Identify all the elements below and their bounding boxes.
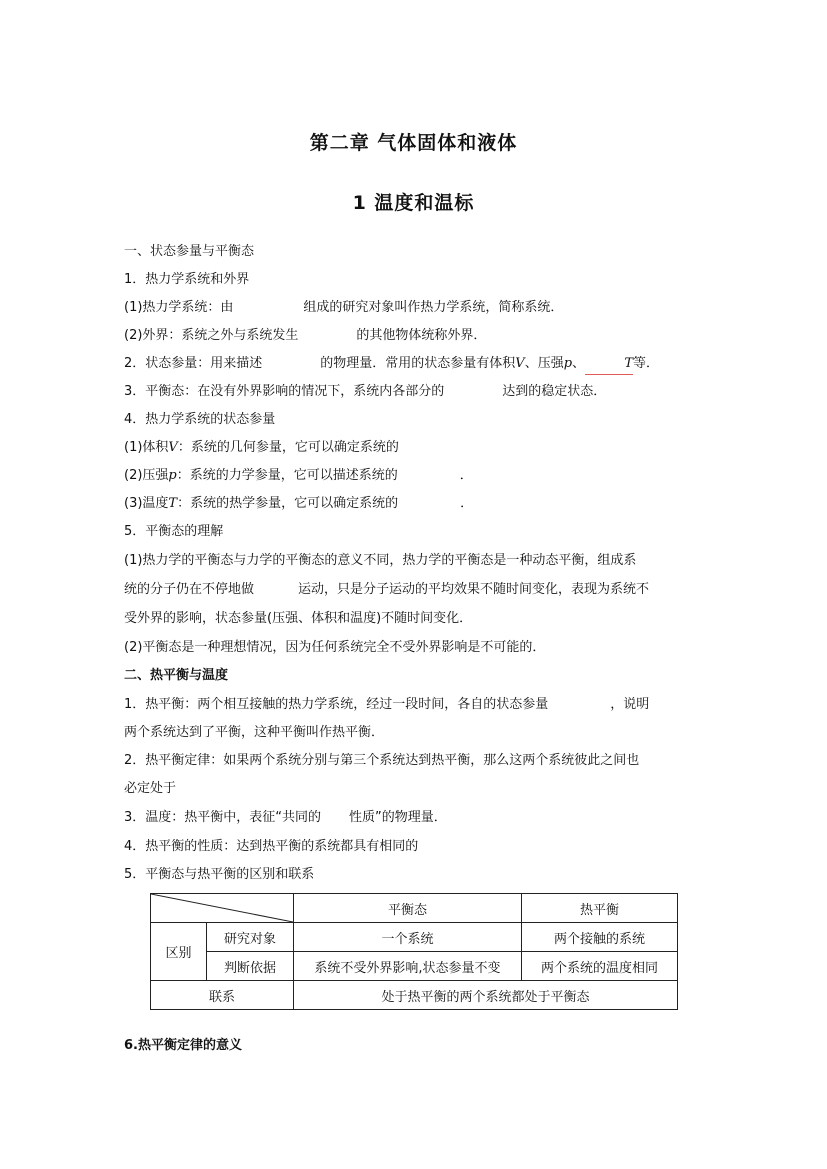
p2-item-2-line-1: 2．热平衡定律：如果两个系统分别与第三个系统达到热平衡，那么这两个系统彼此之间也 [124, 753, 640, 768]
table-row-label-criterion: 判断依据 [207, 952, 294, 981]
item-1-2-text-b: 的其他物体统称外界． [356, 328, 487, 343]
chapter-title: 第二章 气体固体和液体 [309, 132, 518, 154]
item-4-2-text-c: ． [459, 468, 473, 483]
item-4-2-text-a: (2)压强 [124, 468, 169, 483]
table-header-thermal: 热平衡 [522, 894, 678, 923]
table-row-label-link: 联系 [151, 981, 294, 1010]
part1-heading: 一、状态参量与平衡态 [124, 244, 255, 259]
item-1-1-text-a: (1)热力学系统：由 [124, 300, 234, 315]
item-4-3-text-c: ． [460, 496, 474, 511]
item-5-1-text-a: 统的分子仍在不停地做 [124, 582, 255, 597]
comparison-table [150, 893, 678, 1010]
p2-item-1-text-a: 1．热平衡：两个相互接触的热力学系统，经过一段时间，各自的状态参量 [124, 697, 549, 712]
item-6-heading: 6.热平衡定律的意义 [124, 1038, 242, 1053]
item-4-3-text-a: (3)温度 [124, 496, 169, 511]
item-5-2: (2)平衡态是一种理想情况，因为任何系统完全不受外界影响是不可能的． [124, 640, 546, 655]
p2-item-4: 4．热平衡的性质：达到热平衡的系统都具有相同的 [124, 839, 419, 854]
item-1-2 [124, 326, 714, 346]
item-1-heading: 1．热力学系统和外界 [124, 272, 250, 287]
volume-symbol: V [515, 356, 525, 371]
item-2-text-d: 、 [572, 356, 586, 371]
item-4-3-text-b: ：系统的热学参量，它可以确定系统的 [177, 496, 399, 511]
diagonal-line [151, 894, 293, 922]
item-2 [124, 354, 714, 375]
pressure-symbol: p [168, 468, 177, 483]
table-cell: 两个系统的温度相同 [522, 952, 678, 981]
item-5-1-line-2 [124, 580, 714, 600]
item-2-text-e: 等． [633, 356, 660, 371]
item-2-text-b: 的物理量．常用的状态参量有体积 [320, 356, 516, 371]
item-4-1-text-a: (1)体积 [124, 440, 169, 455]
p2-item-3-text-b: 性质”的物理量． [349, 810, 447, 825]
p2-item-3 [124, 808, 714, 828]
p2-item-1-text-b: ，说明 [610, 697, 650, 712]
p2-item-3-text-a: 3．温度：热平衡中，表征“共同的 [124, 810, 322, 825]
table-cell: 一个系统 [294, 923, 522, 952]
p2-item-2-line-2: 必定处于 [124, 781, 177, 796]
item-4-3 [124, 494, 714, 514]
item-4-heading: 4．热力学系统的状态参量 [124, 412, 276, 427]
table-cell: 系统不受外界影响,状态参量不变 [294, 952, 522, 981]
p2-item-1-line-1 [124, 695, 714, 715]
item-1-1 [124, 298, 714, 318]
table-cell: 两个接触的系统 [522, 923, 678, 952]
table-row [151, 923, 678, 952]
part2-heading: 二、热平衡与温度 [124, 668, 229, 683]
item-4-2 [124, 466, 714, 486]
table-group-label: 区别 [151, 923, 207, 981]
table-row [151, 981, 678, 1010]
item-1-2-text-a: (2)外界：系统之外与系统发生 [124, 328, 299, 343]
item-3-text-b: 达到的稳定状态． [502, 384, 607, 399]
p2-item-1-line-2: 两个系统达到了平衡，这种平衡叫作热平衡． [124, 725, 385, 740]
item-5-1-line-1: (1)热力学的平衡态与力学的平衡态的意义不同，热力学的平衡态是一种动态平衡，组成系 [124, 553, 637, 568]
item-2-text-c: 、压强 [524, 356, 564, 371]
section-title: 1 温度和温标 [352, 192, 475, 214]
temperature-symbol: T [624, 356, 634, 371]
table-cell: 处于热平衡的两个系统都处于平衡态 [294, 981, 678, 1010]
table-header-equilibrium: 平衡态 [294, 894, 522, 923]
item-5-1-text-b: 运动，只是分子运动的平均效果不随时间变化，表现为系统不 [298, 582, 650, 597]
p2-item-5: 5．平衡态与热平衡的区别和联系 [124, 867, 315, 882]
item-4-1 [124, 438, 714, 458]
item-4-1-text-b: ：系统的几何参量，它可以确定系统的 [177, 440, 399, 455]
item-5-1-line-3: 受外界的影响，状态参量(压强、体积和温度)不随时间变化． [124, 611, 473, 626]
table-header-row [151, 894, 678, 923]
temperature-symbol: T [168, 496, 178, 511]
item-2-text-a: 2．状态参量：用来描述 [124, 356, 263, 371]
table-row [151, 952, 678, 981]
item-1-1-text-b: 组成的研究对象叫作热力学系统，简称系统． [303, 300, 564, 315]
item-3 [124, 382, 714, 402]
item-5-heading: 5．平衡态的理解 [124, 524, 224, 539]
table-row-label-object: 研究对象 [207, 923, 294, 952]
table-corner-cell [151, 894, 294, 923]
volume-symbol: V [168, 440, 178, 455]
underlined-blank [585, 354, 633, 375]
item-3-text-a: 3．平衡态：在没有外界影响的情况下，系统内各部分的 [124, 384, 445, 399]
pressure-symbol: p [563, 356, 573, 371]
item-4-2-text-b: ：系统的力学参量，它可以描述系统的 [176, 468, 398, 483]
